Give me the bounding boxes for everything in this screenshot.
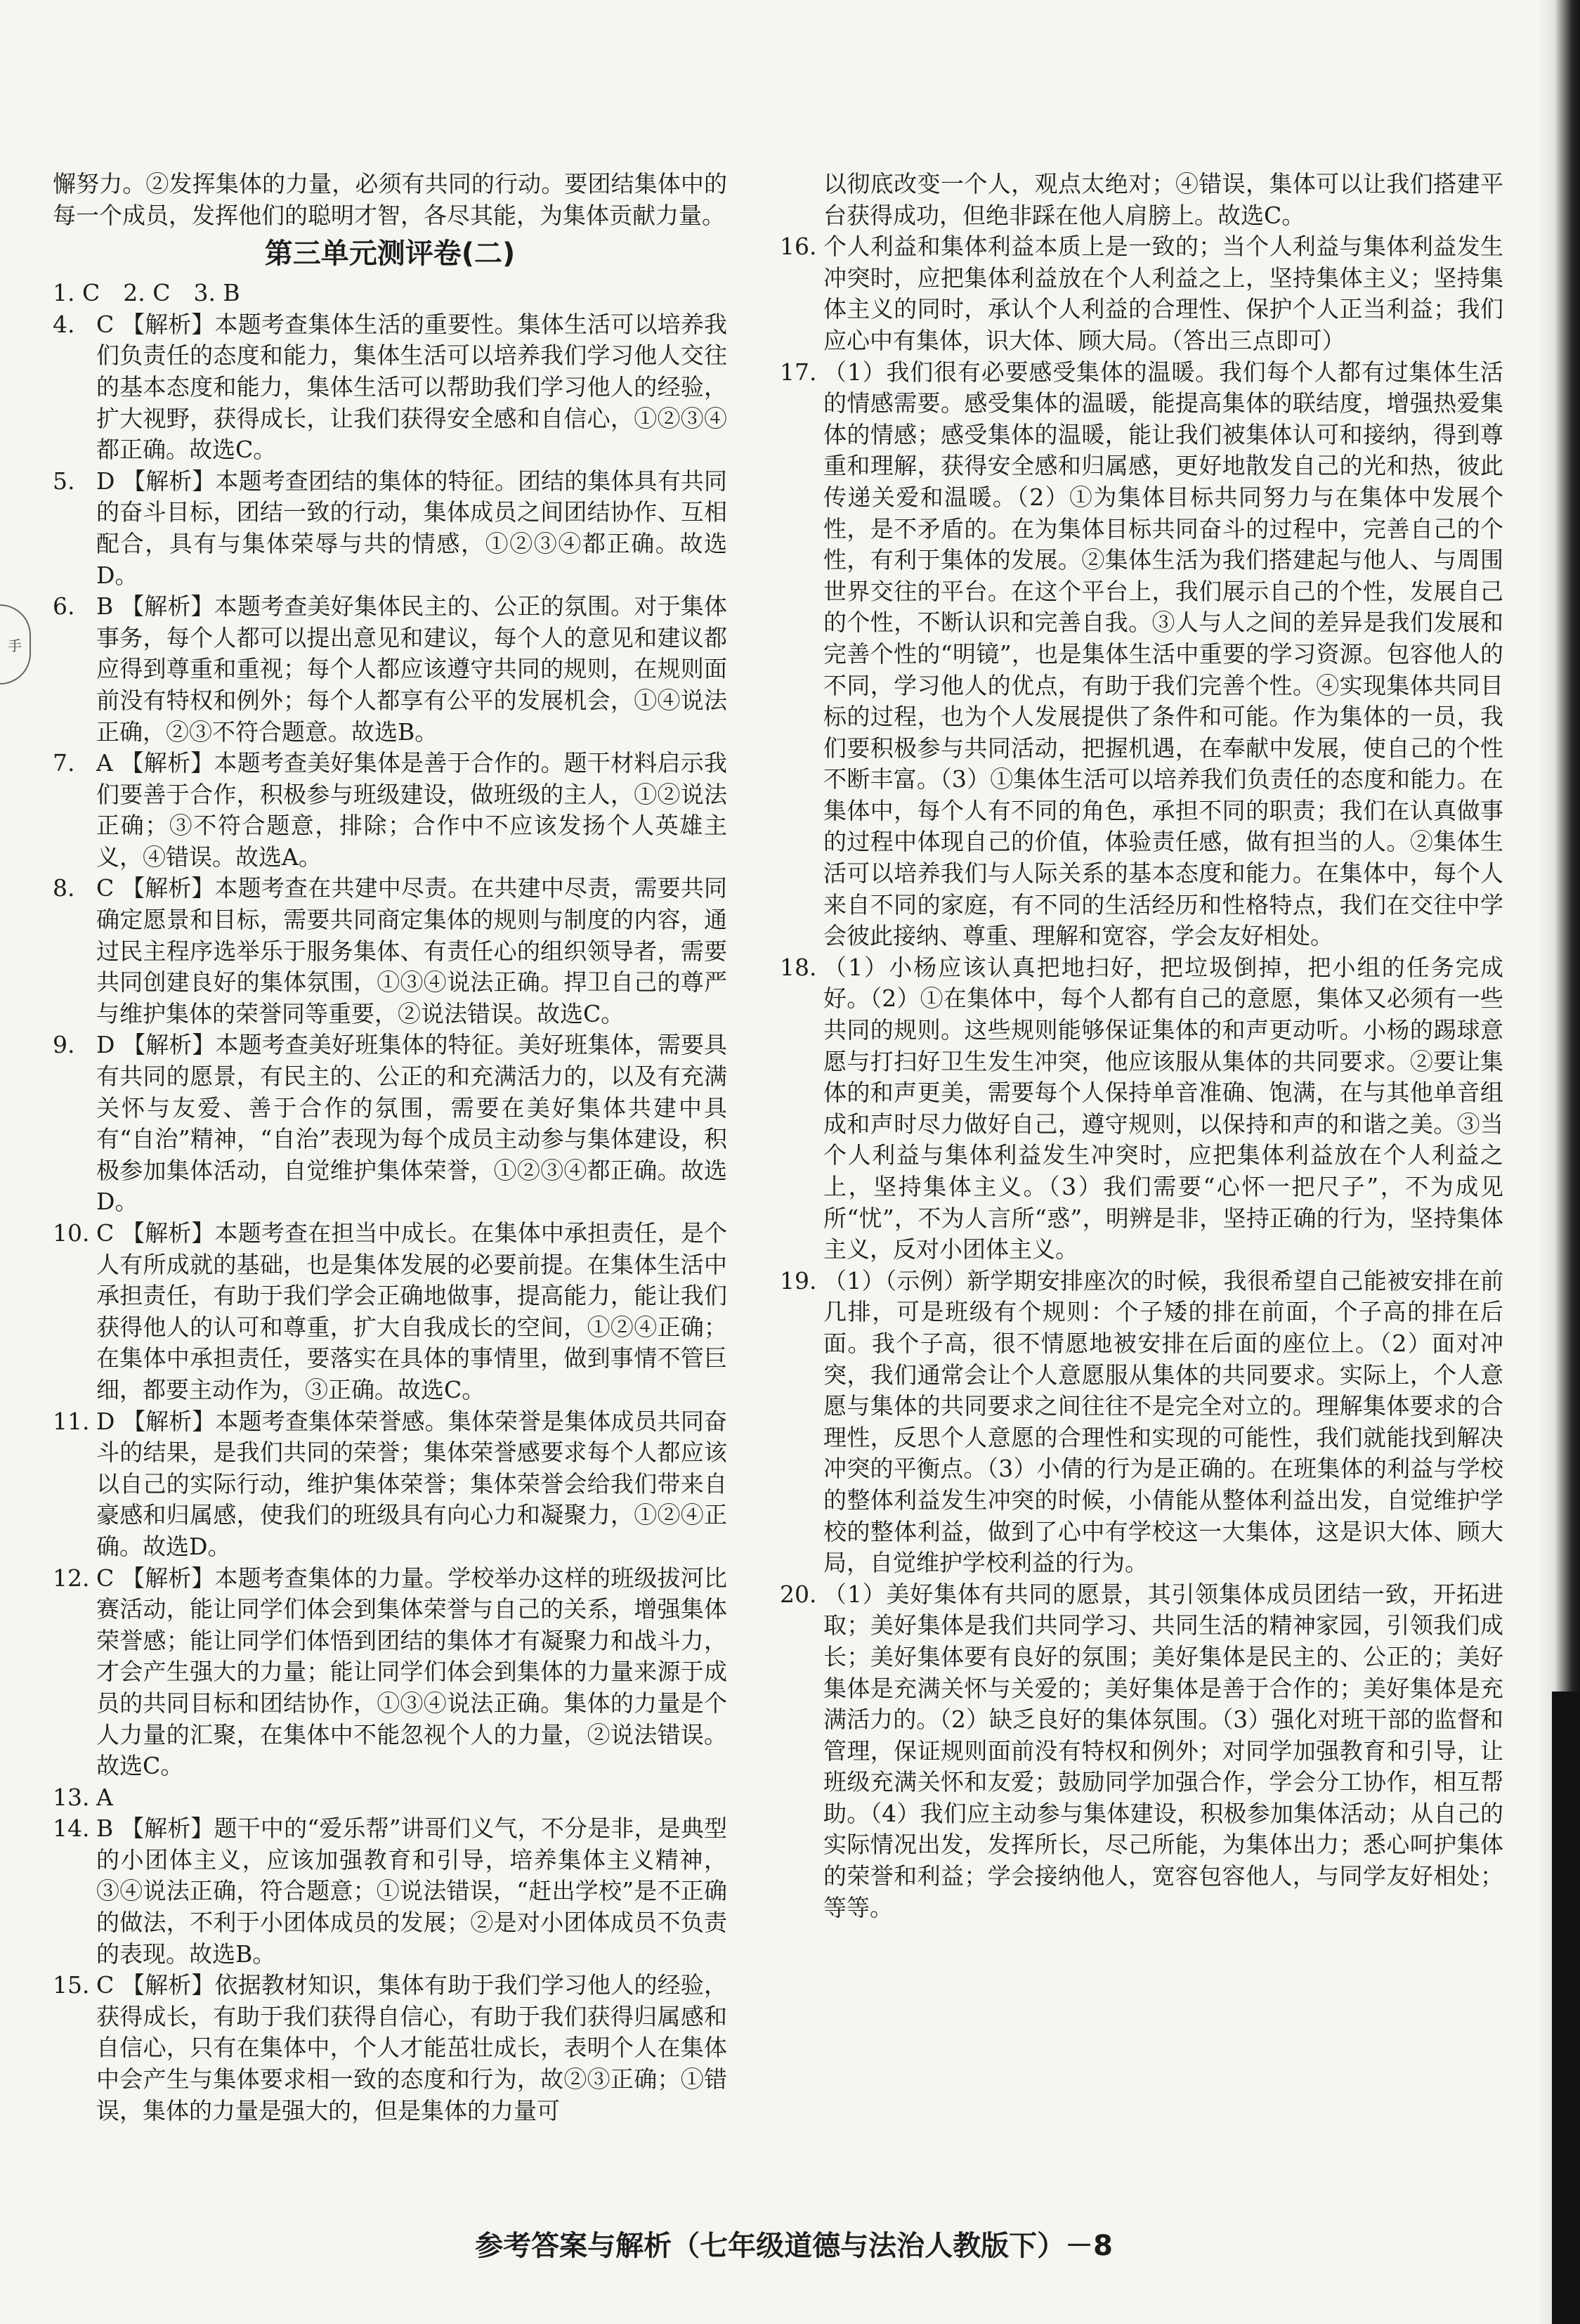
answer-text: D 【解析】本题考查集体荣誉感。集体荣誉是集体成员共同奋斗的结果，是我们共同的荣誉；集体荣誉感要求每个人都应该以自己的实际行动，维护集体荣誉；集体荣誉会给我们带来自豪感和归属感，使我们的班级具有向心力和凝聚力，①②④正确。故选D。	[96, 1407, 727, 1560]
answer-number: 4.	[53, 310, 75, 338]
answer-item	[53, 591, 727, 748]
answer-text: （1）小杨应该认真把地扫好，把垃圾倒掉，把小组的任务完成好。（2）①在集体中，每个人都有自己的意愿，集体又必须有一些共同的规则。这些规则能够保证集体的和声更动听。小杨的踢球意愿与打扫好卫生发生冲突，他应该服从集体的共同要求。②要让集体的和声更美，需要每个人保持单音准确、饱满，在与其他单音组成和声时尽力做好自己，遵守规则，以保持和声的和谐之美。③当个人利益与集体利益发生冲突时，应把集体利益放在个人利益之上，坚持集体主义。（3）我们需要“心怀一把尺子”，不为成见所“忧”，不为人言所“惑”，明辨是非，坚持正确的行为，坚持集体主义，反对小团体主义。	[823, 953, 1503, 1264]
answer-number: 10.	[53, 1219, 90, 1247]
binding-tab-mark	[0, 604, 31, 684]
answer-item	[53, 1563, 727, 1782]
answer-number: 19.	[780, 1266, 817, 1294]
answer-row-1-3: 1. C 2. C 3. B	[53, 279, 240, 307]
answer-item	[780, 1579, 1503, 1924]
answer-number: 18.	[780, 953, 817, 981]
answer-number: 12.	[53, 1564, 90, 1592]
answer-text: C 【解析】依据教材知识，集体有助于我们学习他人的经验，获得成长，有助于我们获得自信心，有助于我们获得归属感和自信心，只有在集体中，个人才能茁壮成长，表明个人在集体中会产生与集体要求相一致的态度和行为，故②③正确；①错误，集体的力量是强大的，但是集体的力量可	[96, 1971, 727, 2124]
answer-number: 20.	[780, 1580, 817, 1608]
answer-item	[53, 748, 727, 873]
answer-item	[53, 309, 727, 466]
answer-item	[780, 952, 1503, 1266]
answer-text: D 【解析】本题考查美好班集体的特征。美好班集体，需要具有共同的愿景，有民主的、公正的和充满活力的，以及有充满关怀与友爱、善于合作的氛围，需要在美好集体共建中具有“自治”精神，“自治”表现为每个成员主动参与集体建设，积极参加集体活动，自觉维护集体荣誉，①②③④都正确。故选D。	[96, 1031, 727, 1216]
answer-item	[53, 1970, 727, 2127]
right-column	[780, 169, 1503, 1923]
answer-number: 16.	[780, 233, 817, 261]
answer-number: 9.	[53, 1031, 75, 1059]
answer-number: 17.	[780, 358, 817, 386]
section-title: 第三单元测评卷(二)	[264, 238, 516, 271]
page-footer: 参考答案与解析（七年级道德与法治人教版下）－8	[475, 2230, 1113, 2262]
answer-number: 6.	[53, 592, 75, 621]
answer-item	[53, 1782, 727, 1814]
answer-item	[53, 1406, 727, 1563]
answer-text: C 【解析】本题考查在共建中尽责。在共建中尽责，需要共同确定愿景和目标，需要共同商定集体的规则与制度的内容，通过民主程序选举乐于服务集体、有责任心的组织领导者，需要共同创建良好的集体氛围，①③④说法正确。捍卫自己的尊严与维护集体的荣誉同等重要，②说法错误。故选C。	[96, 874, 727, 1027]
continued-answer-15: 以彻底改变一个人，观点太绝对；④错误，集体可以让我们搭建平台获得成功，但绝非踩在他人肩膀上。故选C。	[823, 170, 1503, 229]
answer-item	[780, 1266, 1503, 1579]
answer-number: 5.	[53, 467, 75, 495]
intro-paragraph: 懈努力。②发挥集体的力量，必须有共同的行动。要团结集体中的每一个成员，发挥他们的聪明才智，各尽其能，为集体贡献力量。	[53, 170, 727, 229]
answer-text: C 【解析】本题考查在担当中成长。在集体中承担责任，是个人有所成就的基础，也是集体发展的必要前提。在集体生活中承担责任，有助于我们学会正确地做事，提高能力，能让我们获得他人的认可和尊重，扩大自我成长的空间，①②④正确；在集体中承担责任，要落实在具体的事情里，做到事情不管巨细，都要主动作为，③正确。故选C。	[96, 1219, 727, 1403]
scan-edge-shadow-bottom	[1552, 1692, 1580, 2324]
answer-item	[53, 1813, 727, 1970]
answer-number: 15.	[53, 1971, 90, 1999]
answer-text: B 【解析】题干中的“爱乐帮”讲哥们义气，不分是非，是典型的小团体主义，应该加强教育和引导，培养集体主义精神，③④说法正确，符合题意；①说法错误，“赶出学校”是不正确的做法，不利于小团体成员的发展；②是对小团体成员不负责的表现。故选B。	[96, 1815, 727, 1968]
answer-number: 14.	[53, 1815, 90, 1843]
left-column	[53, 169, 727, 2127]
answer-number: 8.	[53, 874, 75, 902]
answer-number: 13.	[53, 1783, 90, 1811]
answer-item	[53, 873, 727, 1030]
answer-number: 11.	[53, 1407, 90, 1435]
answer-item	[780, 231, 1503, 356]
answer-item	[53, 1030, 727, 1218]
answer-number: 7.	[53, 749, 75, 777]
answer-text: C 【解析】本题考查集体生活的重要性。集体生活可以培养我们负责任的态度和能力，集体生活可以培养我们学习他人交往的基本态度和能力，集体生活可以帮助我们学习他人的经验，扩大视野，获得成长，让我们获得安全感和自信心，①②③④都正确。故选C。	[96, 310, 727, 464]
answer-text: （1）我们很有必要感受集体的温暖。我们每个人都有过集体生活的情感需要。感受集体的温暖，能提高集体的联结度，增强热爱集体的情感；感受集体的温暖，能让我们被集体认可和接纳，得到尊重和理解，获得安全感和归属感，更好地散发自己的光和热，彼此传递关爱和温暖。（2）①为集体目标共同努力与在集体中发展个性，是不矛盾的。在为集体目标共同奋斗的过程中，完善自己的个性，有利于集体的发展。②集体生活为我们搭建起与他人、与周围世界交往的平台。在这个平台上，我们展示自己的个性，发展自己的个性，不断认识和完善自我。③人与人之间的差异是我们发展和完善个性的“明镜”，也是集体生活中重要的学习资源。包容他人的不同，学习他人的优点，有助于我们完善个性。④实现集体共同目标的过程，也为个人发展提供了条件和可能。作为集体的一员，我们要积极参与共同活动，把握机遇，在奉献中发展，使自己的个性不断丰富。（3）①集体生活可以培养我们负责任的态度和能力。在集体中，每个人有不同的角色，承担不同的职责；我们在认真做事的过程中体现自己的价值，体验责任感，做有担当的人。②集体生活可以培养我们与人际关系的基本态度和能力。在集体中，每个人来自不同的家庭，有不同的生活经历和性格特点，我们在交往中学会彼此接纳、尊重、理解和宽容，学会友好相处。	[823, 358, 1503, 950]
answer-item	[780, 357, 1503, 952]
answer-text: A	[96, 1783, 113, 1811]
answer-text: （1）美好集体有共同的愿景，其引领集体成员团结一致，开拓进取；美好集体是我们共同学习、共同生活的精神家园，引领我们成长；美好集体要有良好的氛围；美好集体是民主的、公正的；美好集体是充满关怀与关爱的；美好集体是善于合作的；美好集体是充满活力的。（2）缺乏良好的集体氛围。（3）强化对班干部的监督和管理，保证规则面前没有特权和例外；对同学加强教育和引导，让班级充满关怀和友爱；鼓励同学加强合作，学会分工协作，相互帮助。（4）我们应主动参与集体建设，积极参加集体活动；从自己的实际情况出发，发挥所长，尽己所能，为集体出力；悉心呵护集体的荣誉和利益；学会接纳他人，宽容包容他人，与同学友好相处；等等。	[823, 1580, 1503, 1921]
binding-tab-label: 手	[8, 637, 22, 654]
answer-text: A 【解析】本题考查美好集体是善于合作的。题干材料启示我们要善于合作，积极参与班级建设，做班级的主人，①②说法正确；③不符合题意，排除；合作中不应该发扬个人英雄主义，④错误。故选A。	[96, 749, 727, 871]
answer-item	[53, 466, 727, 591]
answer-text: （1）（示例）新学期安排座次的时候，我很希望自己能被安排在前几排，可是班级有个规则：个子矮的排在前面，个子高的排在后面。我个子高，很不情愿地被安排在后面的座位上。（2）面对冲突，我们通常会让个人意愿服从集体的共同要求。实际上，个人意愿与集体的共同要求之间往往不是完全对立的。理解集体要求的合理性，反思个人意愿的合理性和实现的可能性，我们就能找到解决冲突的平衡点。（3）小倩的行为是正确的。在班集体的利益与学校的整体利益发生冲突的时候，小倩能从整体利益出发，自觉维护学校的整体利益，做到了心中有学校这一大集体，这是识大体、顾大局，自觉维护学校利益的行为。	[823, 1266, 1503, 1577]
answer-text: C 【解析】本题考查集体的力量。学校举办这样的班级拔河比赛活动，能让同学们体会到集体荣誉与自己的关系，增强集体荣誉感；能让同学们体悟到团结的集体才有凝聚力和战斗力，才会产生强大的力量；能让同学们体会到集体的力量来源于成员的共同目标和团结协作，①③④说法正确。集体的力量是个人力量的汇聚，在集体中不能忽视个人的力量，②说法错误。故选C。	[96, 1564, 727, 1780]
answer-text: B 【解析】本题考查美好集体民主的、公正的氛围。对于集体事务，每个人都可以提出意见和建议，每个人的意见和建议都应得到尊重和重视；每个人都应该遵守共同的规则，在规则面前没有特权和例外；每个人都享有公平的发展机会，①④说法正确，②③不符合题意。故选B。	[96, 592, 727, 746]
answer-text: 个人利益和集体利益本质上是一致的；当个人利益与集体利益发生冲突时，应把集体利益放在个人利益之上，坚持集体主义；坚持集体主义的同时，承认个人利益的合理性、保护个人正当利益；我们应心中有集体，识大体、顾大局。（答出三点即可）	[823, 233, 1503, 354]
answer-item	[53, 1218, 727, 1406]
answer-text: D 【解析】本题考查团结的集体的特征。团结的集体具有共同的奋斗目标，团结一致的行动，集体成员之间团结协作、互相配合，具有与集体荣辱与共的情感，①②③④都正确。故选D。	[96, 467, 727, 589]
